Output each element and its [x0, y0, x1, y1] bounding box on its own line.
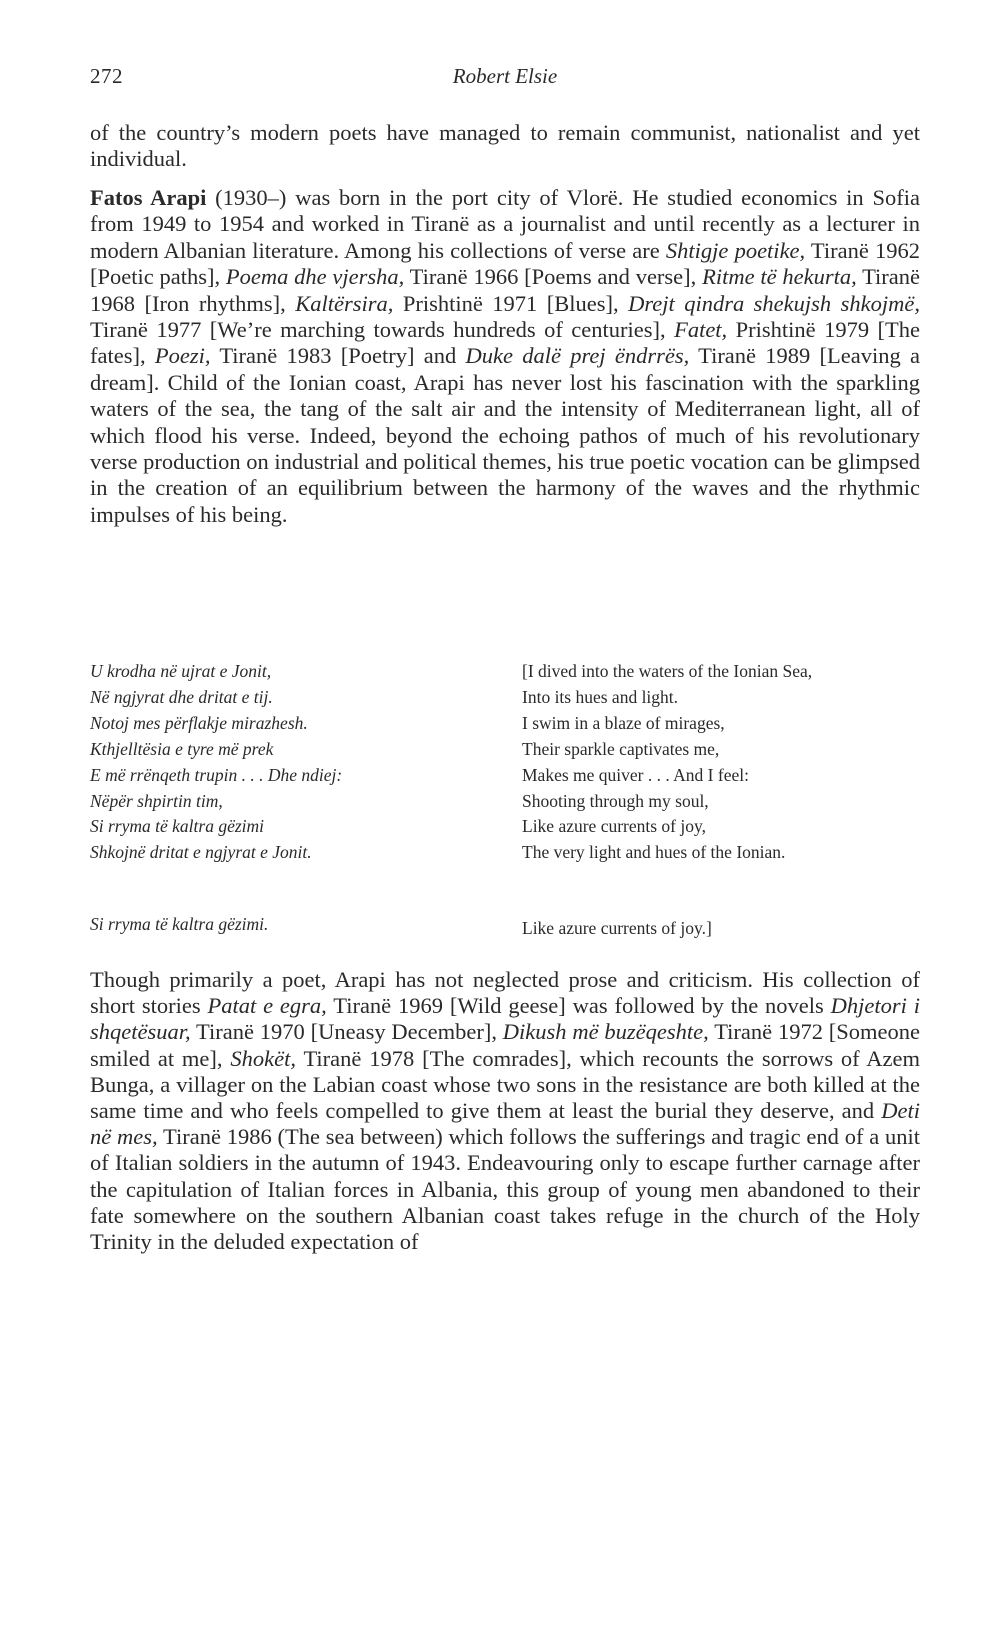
poem-line: I swim in a blaze of mirages,: [522, 712, 725, 733]
book-title: Dhjetori i shqetësuar,: [90, 993, 920, 1045]
book-title: Dikush më buzëqeshte,: [502, 1019, 709, 1045]
paragraph-prose: [90, 967, 920, 1255]
page-header: [90, 64, 920, 94]
poem-line: Shkojnë dritat e ngjyrat e Jonit.: [90, 842, 312, 863]
text-run: Tiranë 1983 [Poetry] and: [210, 343, 466, 369]
text-run: Tiranë 1962 [Poetic paths],: [90, 237, 921, 290]
book-title: Drejt qindra shekujsh shkojmë,: [628, 290, 920, 316]
book-title: Kaltërsira,: [295, 290, 394, 316]
text-run: Tiranë 1968 [Iron rhythms],: [90, 264, 921, 316]
poem-albanian: [90, 659, 342, 866]
poem-line: Si rryma të kaltra gëzimi: [90, 816, 265, 837]
poem-line: Në ngjyrat dhe dritat e tij.: [90, 686, 273, 707]
text-run: Prishtinë 1971 [Blues],: [393, 290, 629, 316]
poem-line: Makes me quiver . . . And I feel:: [522, 764, 749, 785]
author-name: Fatos Arapi: [90, 185, 207, 210]
book-title: Ritme të hekurta,: [702, 264, 857, 290]
book-title: Fatet,: [674, 317, 728, 343]
poem-line: U krodha në ujrat e Jonit,: [90, 661, 272, 681]
text-run: Tiranë 1989 [Leaving a dream]. Child of the Ionian coast, Arapi has never lost his fascination with the sparkling waters of the sea, the tang of the salt air and the intensity of Mediterranean light, all of which flood his verse. Indeed, beyond the echoing pathos of much of his revolutionary verse production on industrial and political themes, his true poetic vocation can be glimpsed in the creation of an equilibrium between the harmony of the waves and the rhythmic impulses of his being.: [90, 343, 921, 527]
poem-line: Into its hues and light.: [522, 686, 679, 707]
book-title: Shtigje poetike,: [665, 237, 806, 263]
text-run: Tiranë 1986 (The sea between) which follows the sufferings and tragic end of a unit of Italian soldiers in the autumn of 1943. Endeavouring only to escape further carnage after the capitulation of Italian forces in Albania, this group of young men abandoned to their fate somewhere on the southern Albanian coast takes refuge in the church of the Holy Trinity in the deluded expectation of: [90, 1124, 920, 1255]
poem-english-final: [522, 916, 712, 942]
text-run: (1930–) was born in the port city of Vlorë. He studied economics in Sofia from 1949 to 1954 and worked in Tiranë as a journalist and until recently as a lecturer in modern Albanian literature. Among his collections of verse are: [90, 185, 920, 263]
page-number: 272: [90, 64, 123, 88]
book-title: Duke dalë prej ëndrrës,: [465, 343, 690, 369]
poem-line: E më rrënqeth trupin . . . Dhe ndiej:: [90, 764, 343, 785]
text-run: Tiranë 1977 [We’re marching towards hundreds of centuries],: [90, 317, 675, 343]
poem-line: Shooting through my soul,: [522, 790, 709, 811]
poem-line: Like azure currents of joy,: [522, 816, 706, 837]
running-head: Robert Elsie: [452, 64, 558, 88]
book-title: Patat e egra,: [207, 993, 327, 1019]
poem-albanian-final: [90, 912, 268, 938]
text-run: Tiranë 1969 [Wild geese] was followed by the novels: [326, 993, 831, 1019]
text-run: Tiranë 1966 [Poems and verse],: [404, 264, 703, 290]
book-title: Poezi,: [154, 343, 211, 369]
text-run: Prishtinë 1979 [The fates],: [90, 317, 920, 369]
paragraph-fatos-arapi: [90, 185, 920, 528]
book-title: Poema dhe vjersha,: [225, 264, 405, 290]
poem-line: Like azure currents of joy.]: [522, 918, 712, 938]
poem-line: Nëpër shpirtin tim,: [90, 790, 223, 811]
poem-line: Their sparkle captivates me,: [522, 738, 720, 759]
poem-line: The very light and hues of the Ionian.: [522, 842, 786, 863]
text-run: Tiranë 1972 [Someone smiled at me],: [90, 1019, 921, 1071]
paragraph-intro: of the country’s modern poets have managed to remain communist, nationalist and yet individual.: [90, 120, 920, 172]
poem-line: Kthjelltësia e tyre më prek: [90, 738, 274, 759]
book-title: Deti në mes,: [90, 1098, 920, 1150]
poem-line: Si rryma të kaltra gëzimi.: [90, 914, 269, 934]
poem-line: [I dived into the waters of the Ionian Sea,: [522, 661, 813, 681]
text-run: Tiranë 1970 [Uneasy December],: [190, 1019, 503, 1045]
text-run: Though primarily a poet, Arapi has not neglected prose and criticism. His collection of short stories: [90, 967, 920, 1019]
poem-english: [522, 659, 812, 866]
text-run: Tiranë 1978 [The comrades], which recounts the sorrows of Azem Bunga, a villager on the Labian coast whose two sons in the resistance are both killed at the same time and who feels compelled to give them at least the burial they deserve, and: [90, 1045, 921, 1124]
poem-line: Notoj mes përflakje mirazhesh.: [90, 712, 308, 733]
book-title: Shokët,: [230, 1045, 297, 1071]
